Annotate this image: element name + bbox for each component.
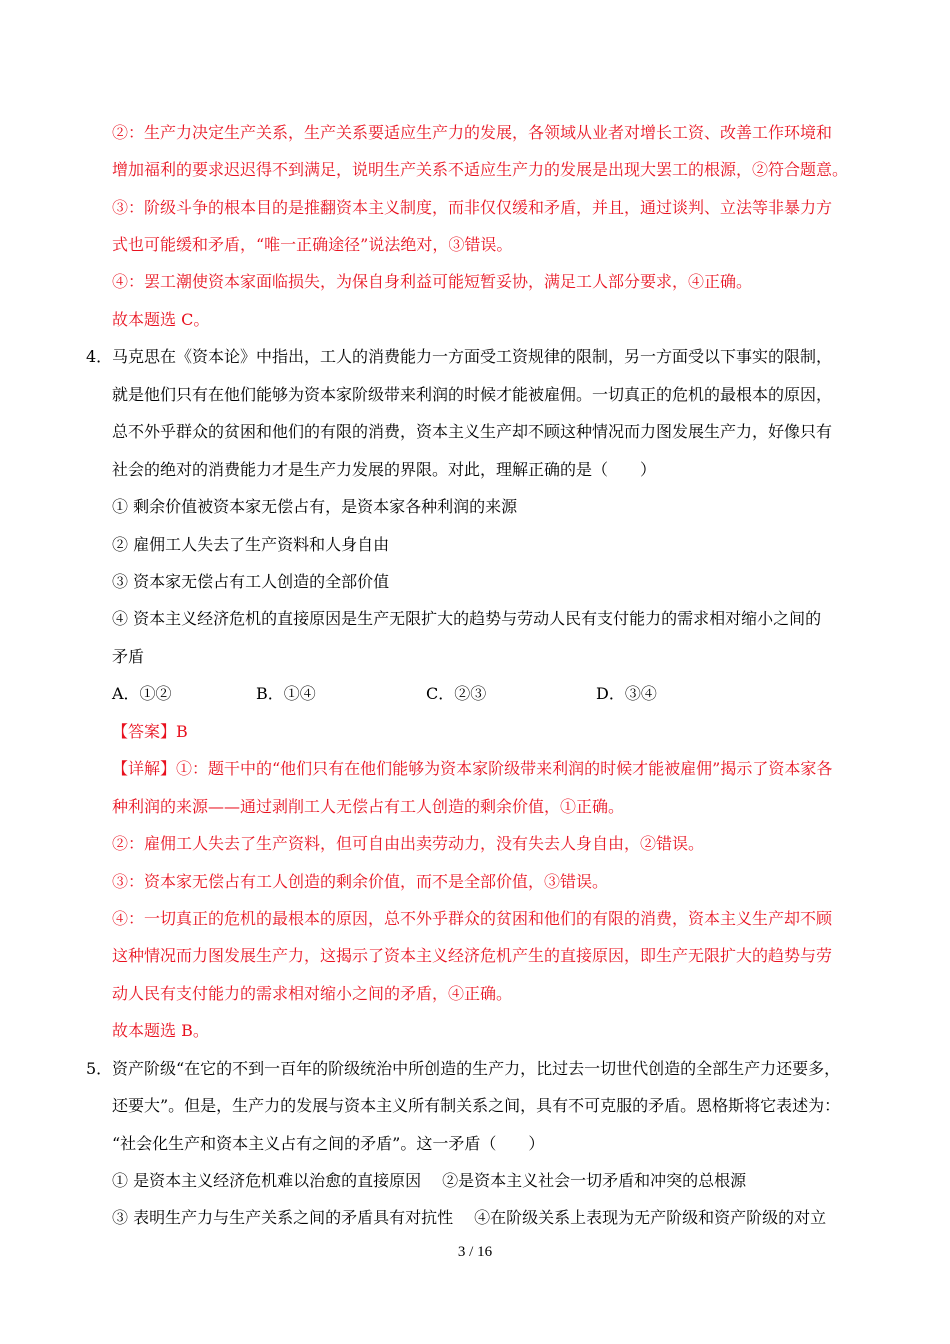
prev-analysis-line: ③：阶级斗争的根本目的是推翻资本主义制度，而非仅仅缓和矛盾，并且，通过谈判、立法等非暴力方 xyxy=(112,198,833,217)
prev-analysis-line: 式也可能缓和矛盾，“唯一正确途径”说法绝对，③错误。 xyxy=(112,235,513,254)
statement-item: 矛盾 xyxy=(112,647,145,666)
prev-analysis-line: 增加福利的要求迟迟得不到满足，说明生产关系不适应生产力的发展是出现大罢工的根源，②符合题意。 xyxy=(112,160,849,179)
question-stem-line: 马克思在《资本论》中指出，工人的消费能力一方面受工资规律的限制，另一方面受以下事实的限制， xyxy=(112,347,833,366)
statement-item: ④ 资本主义经济危机的直接原因是生产无限扩大的趋势与劳动人民有支付能力的需求相对缩小之间的 xyxy=(112,609,822,628)
analysis-line: 【详解】①：题干中的“他们只有在他们能够为资本家阶级带来利润的时候才能被雇佣”揭示了资本家各 xyxy=(112,759,833,778)
question-stem-line: 社会的绝对的消费能力才是生产力发展的界限。对此，理解正确的是（ ） xyxy=(112,460,657,479)
option-c: C．②③ xyxy=(426,684,487,703)
analysis-line: 动人民有支付能力的需求相对缩小之间的矛盾，④正确。 xyxy=(112,984,513,1003)
prev-conclusion: 故本题选 C。 xyxy=(112,310,210,329)
prev-analysis-line: ②：生产力决定生产关系，生产关系要适应生产力的发展，各领域从业者对增长工资、改善工作环境和 xyxy=(112,123,833,142)
analysis-line: ②：雇佣工人失去了生产资料，但可自由出卖劳动力，没有失去人身自由，②错误。 xyxy=(112,834,705,853)
analysis-line: 种利润的来源——通过剥削工人无偿占有工人创造的剩余价值，①正确。 xyxy=(112,797,625,816)
option-b: B．①④ xyxy=(256,684,316,703)
question-stem-line: 还要大”。但是，生产力的发展与资本主义所有制关系之间，具有不可克服的矛盾。恩格斯将它表述为： xyxy=(112,1096,841,1115)
option-d: D．③④ xyxy=(596,684,657,703)
analysis-line: 这种情况而力图发展生产力，这揭示了资本主义经济危机产生的直接原因，即生产无限扩大的趋势与劳 xyxy=(112,946,833,965)
statement-item: ② 雇佣工人失去了生产资料和人身自由 xyxy=(112,535,390,554)
prev-analysis-line: ④：罢工潮使资本家面临损失，为保自身利益可能短暂妥协，满足工人部分要求，④正确。 xyxy=(112,272,753,291)
analysis-line: ③：资本家无偿占有工人创造的剩余价值，而不是全部价值，③错误。 xyxy=(112,872,609,891)
conclusion: 故本题选 B。 xyxy=(112,1021,209,1040)
statement-item: ① 是资本主义经济危机难以治愈的直接原因 ②是资本主义社会一切矛盾和冲突的总根源 xyxy=(112,1171,747,1190)
question-stem-line: 资产阶级“在它的不到一百年的阶级统治中所创造的生产力，比过去一切世代创造的全部生产力还要多， xyxy=(112,1059,841,1078)
analysis-line: ④：一切真正的危机的最根本的原因，总不外乎群众的贫困和他们的有限的消费，资本主义生产却不顾 xyxy=(112,909,833,928)
page-number: 3 / 16 xyxy=(457,1244,493,1260)
question-stem-line: “社会化生产和资本主义占有之间的矛盾”。这一矛盾（ ） xyxy=(112,1134,545,1153)
statement-item: ① 剩余价值被资本家无偿占有，是资本家各种利润的来源 xyxy=(112,497,518,516)
option-a: A．①② xyxy=(112,684,172,703)
answer: 【答案】B xyxy=(112,722,188,741)
question-stem-line: 就是他们只有在他们能够为资本家阶级带来利润的时候才能被雇佣。一切真正的危机的最根本的原因， xyxy=(112,385,833,404)
question-number: 4． xyxy=(86,347,113,366)
statement-item: ③ 资本家无偿占有工人创造的全部价值 xyxy=(112,572,390,591)
question-number: 5． xyxy=(86,1059,113,1078)
statement-item: ③ 表明生产力与生产关系之间的矛盾具有对抗性 ④在阶级关系上表现为无产阶级和资产阶级的对立 xyxy=(112,1208,827,1227)
question-stem-line: 总不外乎群众的贫困和他们的有限的消费，资本主义生产却不顾这种情况而力图发展生产力，好像只有 xyxy=(112,422,833,441)
